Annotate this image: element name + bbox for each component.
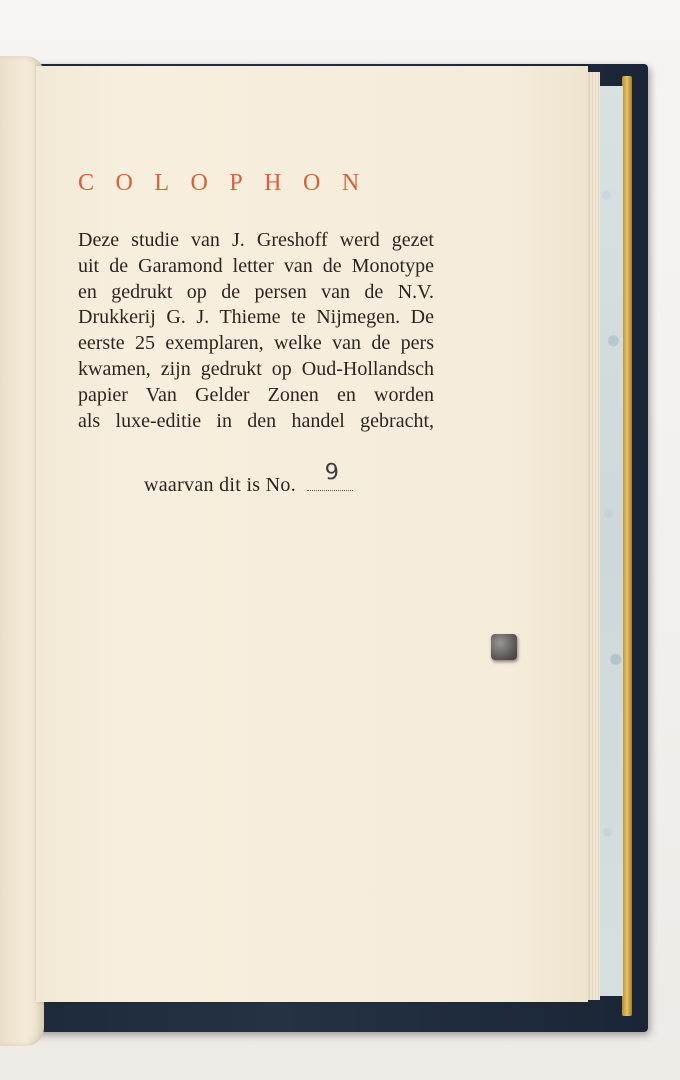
body-line: als luxe-editie in den handel gebracht,: [78, 409, 434, 432]
metal-clasp: [491, 634, 517, 660]
gilt-edge: [622, 76, 632, 1016]
body-line: uit de Garamond letter van de Monotype: [78, 254, 434, 277]
body-line: en gedrukt op de persen van de N.V.: [78, 280, 434, 303]
copy-number-label: waarvan dit is No.: [144, 474, 297, 496]
body-line: Deze studie van J. Greshoff werd gezet: [78, 229, 434, 251]
colophon-body: [78, 228, 434, 434]
copy-number-line: [144, 459, 353, 497]
marbled-endpaper: [598, 86, 623, 996]
body-line: papier Van Gelder Zonen en worden: [78, 383, 434, 406]
colophon-heading: COLOPHON: [78, 170, 381, 196]
copy-number-slot: [307, 459, 353, 491]
body-line: kwamen, zijn gedrukt op Oud-Hollandsch: [78, 357, 434, 380]
handwritten-copy-number: 9: [324, 459, 340, 486]
colophon-page: [36, 66, 588, 1002]
body-line: eerste 25 exemplaren, welke van de pers: [78, 332, 434, 355]
body-line: Drukkerij G. J. Thieme te Nijmegen. De: [78, 306, 434, 329]
